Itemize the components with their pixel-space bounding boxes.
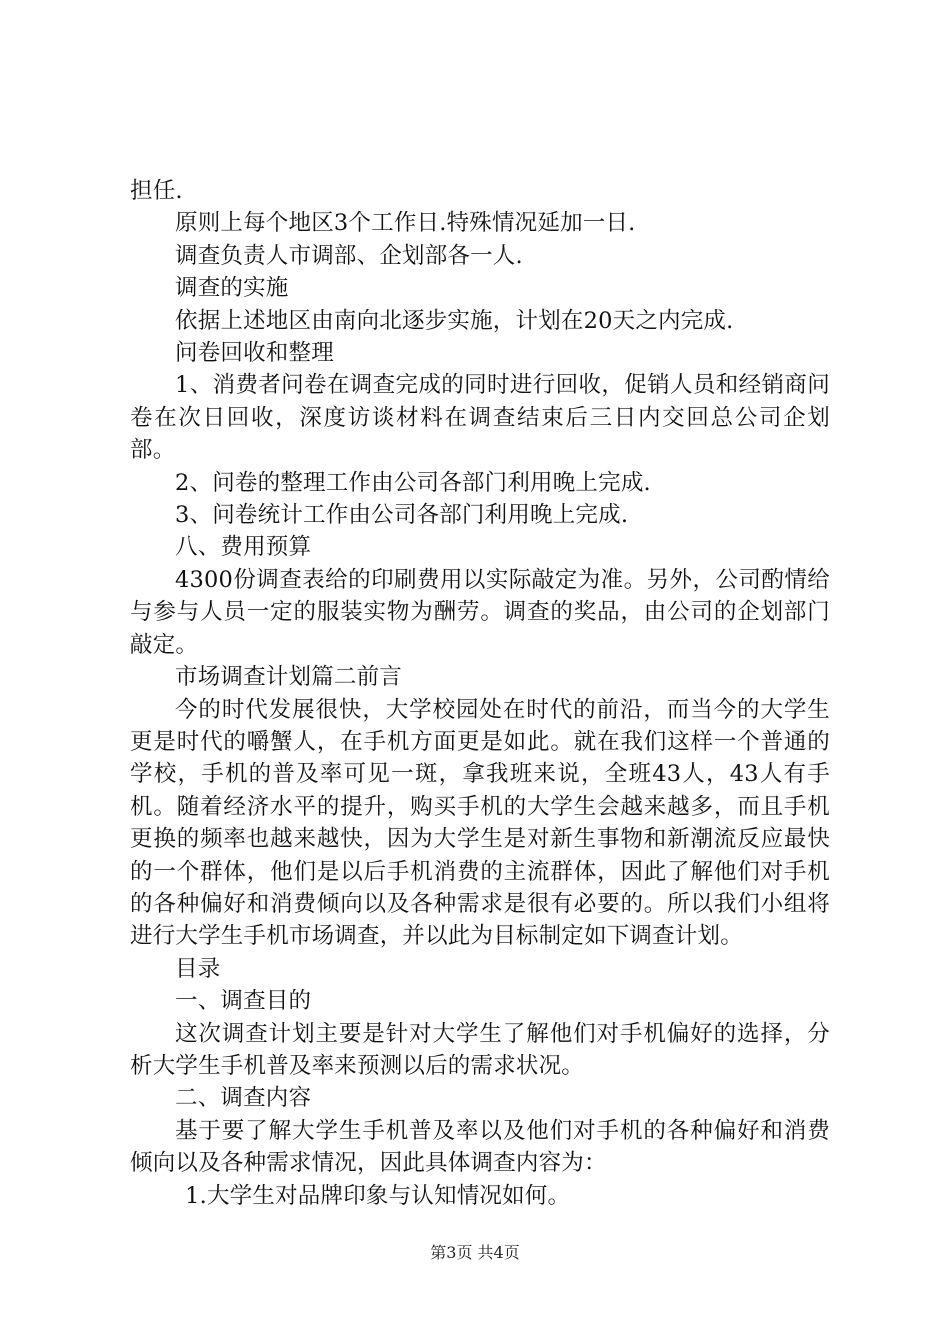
paragraph-survey-purpose: 这次调查计划主要是针对大学生了解他们对手机偏好的选择，分析大学生手机普及率来预测以后的需求状况。 <box>130 1020 830 1079</box>
paragraph-content-item-1: 1.大学生对品牌印象与认知情况如何。 <box>185 1182 571 1209</box>
heading-survey-purpose: 一、调查目的 <box>175 988 312 1015</box>
heading-questionnaire-collection: 问卷回收和整理 <box>175 340 334 367</box>
paragraph-preface: 今的时代发展很快，大学校园处在时代的前沿，而当今的大学生更是时代的嚼蟹人，在手机方面更是如此。就在我们这样一个普通的学校，手机的普及率可见一斑，拿我班来说，全班43人，43人有手机。随着经济水平的提升，购买手机的大学生会越来越多，而且手机更换的频率也越来越快，因为大学生是对新生事物和新潮流反应最快的一个群体，他们是以后手机消费的主流群体，因此了解他们对手机的各种偏好和消费倾向以及各种需求是很有必要的。所以我们小组将进行大学生手机市场调查，并以此为目标制定如下调查计划。 <box>130 696 830 950</box>
paragraph-survey-lead: 调查负责人市调部、企划部各一人. <box>175 242 523 269</box>
document-body <box>130 175 830 1212</box>
paragraph-continuation: 担任. <box>130 178 183 204</box>
paragraph-implementation-plan: 依据上述地区由南向北逐步实施，计划在20天之内完成. <box>175 307 734 334</box>
paragraph-survey-content: 基于要了解大学生手机普及率以及他们对手机的各种偏好和消费倾向以及各种需求情况，因此具体调查内容为： <box>130 1117 830 1177</box>
heading-survey-implementation: 调查的实施 <box>175 275 289 302</box>
paragraph-survey-duration: 原则上每个地区3个工作日.特殊情况延加一日. <box>175 210 636 237</box>
heading-contents: 目录 <box>175 955 221 982</box>
paragraph-collection-item-1: 1、消费者问卷在调查完成的同时进行回收，促销人员和经销商问卷在次日回收，深度访谈材料在调查结束后三日内交回总公司企划部。 <box>130 372 830 464</box>
heading-plan-two-preface: 市场调查计划篇二前言 <box>175 664 403 691</box>
page-footer: 第3页 共4页 <box>430 1243 520 1262</box>
heading-survey-content: 二、调查内容 <box>175 1085 312 1112</box>
heading-budget: 八、费用预算 <box>175 534 312 561</box>
paragraph-budget: 4300份调查表给的印刷费用以实际敲定为准。另外，公司酌情给与参与人员一定的服装实物为酬劳。调查的奖品，由公司的企划部门敲定。 <box>130 566 830 658</box>
paragraph-collection-item-2: 2、问卷的整理工作由公司各部门利用晚上完成. <box>175 469 651 496</box>
paragraph-collection-item-3: 3、问卷统计工作由公司各部门利用晚上完成. <box>175 502 629 529</box>
